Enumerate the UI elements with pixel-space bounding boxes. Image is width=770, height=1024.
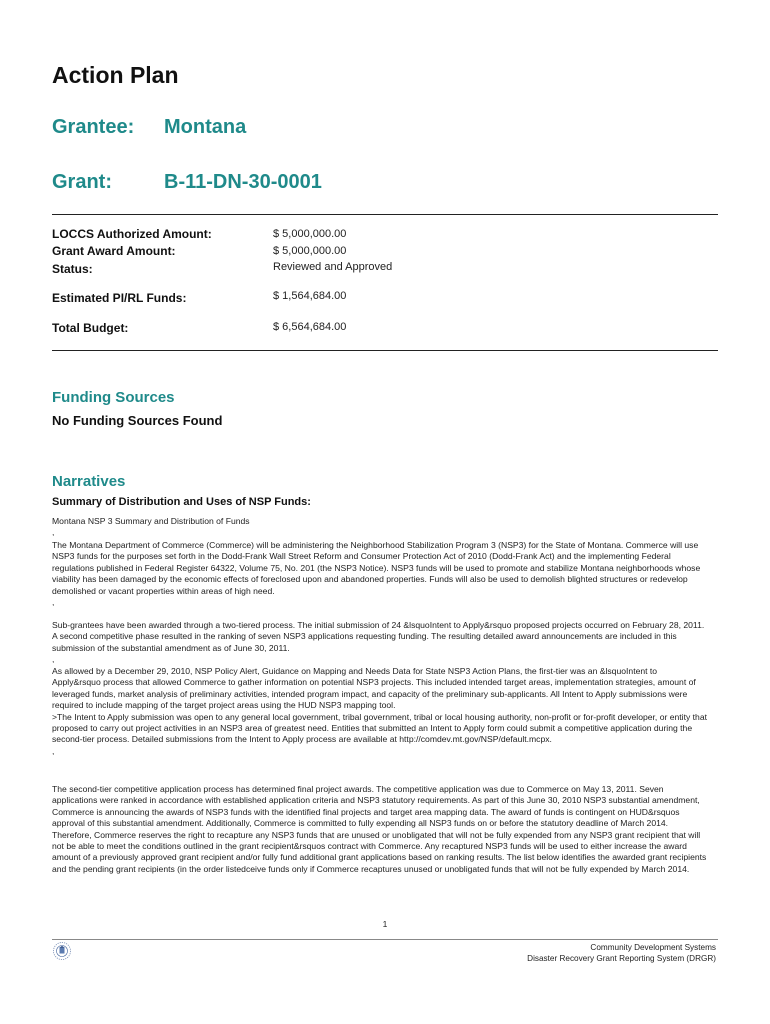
pirl-value: $ 1,564,684.00: [273, 290, 347, 302]
award-value: $ 5,000,000.00: [273, 245, 347, 257]
pirl-label: Estimated PI/RL Funds:: [52, 291, 187, 305]
total-budget-label: Total Budget:: [52, 321, 129, 335]
loccs-label: LOCCS Authorized Amount:: [52, 227, 212, 241]
narrative-paragraph: The Montana Department of Commerce (Commerce) will be administering the Neighborhood Stabilization Program 3 (NSP3) for the State of Montana. Commerce will use NSP3 funds for the purposes set forth in the Dodd-Frank Wall Street Reform and Consumer Protection Act of 2010 (Dodd-Frank Act) and the implementing Federal regulations published in Federal Register 64322, Volume 75, No. 201 (the NSP3 Notice). NSP3 funds will be used to promote and stabilize Montana neighborhoods whose viability has been damaged by the economic effects of foreclosed upon and abandoned properties. Funds will also be used to demolish blighted structures or redevelop demolished or vacant properties within areas of high need. ,: [52, 540, 701, 608]
narrative-paragraph: The second-tier competitive application process has determined final project awards. The competitive application was due to Commerce on May 13, 2011. Seven applications were ranked in accordance with established application criteria and NSP3 statutory requirements. As part of this June 30, 2010 NSP3 substantial amendment, Commerce is announcing the awards of NSP3 funds with the identified final projects and target area mapping data. The award of funds is contingent on HUD&rsquos approval of this substantial amendment. Additionally, Commerce is committed to fully expending all NSP3 funds on or before the statutory deadline of March 2014. Therefore, Commerce reserves the right to recapture any NSP3 funds that are unused or unobligated that will not be fully expended from any NSP3 grant recipient that will not be able to meet the conditions outlined in the grant recipient&rsquos contract with Commerce. Any recaptured NSP3 funds will be used to either increase the award amount of a previously approved grant recipient and/or fully fund additional grant applications based on ranking results. The list below identifies the awarded grant recipients and the pending grant recipients (in the order listedceive funds only if Commerce recaptures unused or unobligated funds that will not be fully expended by March 2014.: [52, 784, 707, 874]
grantee-label: Grantee:: [52, 116, 135, 138]
page-title: Action Plan: [52, 62, 179, 88]
grantee-value: Montana: [164, 116, 247, 138]
grantee-row: [52, 116, 247, 139]
grant-value: B-11-DN-30-0001: [164, 171, 322, 193]
footer-system-info: [527, 942, 716, 964]
funding-sources-empty: No Funding Sources Found: [52, 413, 223, 428]
summary-intro: Montana NSP 3 Summary and Distribution of Funds ,: [52, 516, 250, 538]
footer-line-1: Community Development Systems: [590, 943, 716, 952]
grant-label: Grant:: [52, 171, 112, 193]
narrative-paragraph: As allowed by a December 29, 2010, NSP Policy Alert, Guidance on Mapping and Needs Data for State NSP3 Action Plans, the first-tier was an &lsquoIntent to Apply&rsquo process that allowed Commerce to gather information on potential NSP3 projects. This included intended target areas, implementation strategies, amount of leveraged funds, market analysis of preliminary activities, intended program impact, and capacity of the preliminary sub-applicants. All Intent to Apply submissions were required to include mapping of the target project areas using the HUD NSP3 mapping tool. >The Intent to Apply submission was open to any general local government, tribal government, tribal or local housing authority, non-profit or for-profit developer, or entity that proposed to carry out project activities in an NSP3 area of greatest need. Entities that submitted an Intent to Apply form could submit a competitive application during the second-tier process. Detailed submissions from the Intent to Apply process are available at http://comdev.mt.gov/NSP/default.mcpx. ,: [52, 666, 707, 756]
total-budget-value: $ 6,564,684.00: [273, 321, 347, 333]
narrative-paragraph: Sub-grantees have been awarded through a two-tiered process. The initial submission of 24 &lsquoIntent to Apply&rsquo proposed projects occurred on February 28, 2011. A second competitive phase resulted in the ranking of seven NSP3 applications requesting funding. The resulting detailed award announcements are included in this submission of the substantial amendment as of June 30, 2011. ,: [52, 620, 705, 665]
hud-seal-icon: [52, 941, 72, 961]
loccs-value: $ 5,000,000.00: [273, 228, 347, 240]
funding-sources-heading: Funding Sources: [52, 389, 175, 406]
footer-divider: [52, 939, 718, 940]
award-label: Grant Award Amount:: [52, 244, 176, 258]
status-label: Status:: [52, 262, 93, 276]
divider: [52, 214, 718, 215]
page-number: 1: [382, 919, 388, 929]
divider: [52, 350, 718, 351]
summary-heading: Summary of Distribution and Uses of NSP Funds:: [52, 496, 311, 508]
grant-row: [52, 171, 322, 194]
status-value: Reviewed and Approved: [273, 261, 393, 273]
narratives-heading: Narratives: [52, 473, 126, 490]
footer-line-2: Disaster Recovery Grant Reporting System (DRGR): [527, 954, 716, 963]
